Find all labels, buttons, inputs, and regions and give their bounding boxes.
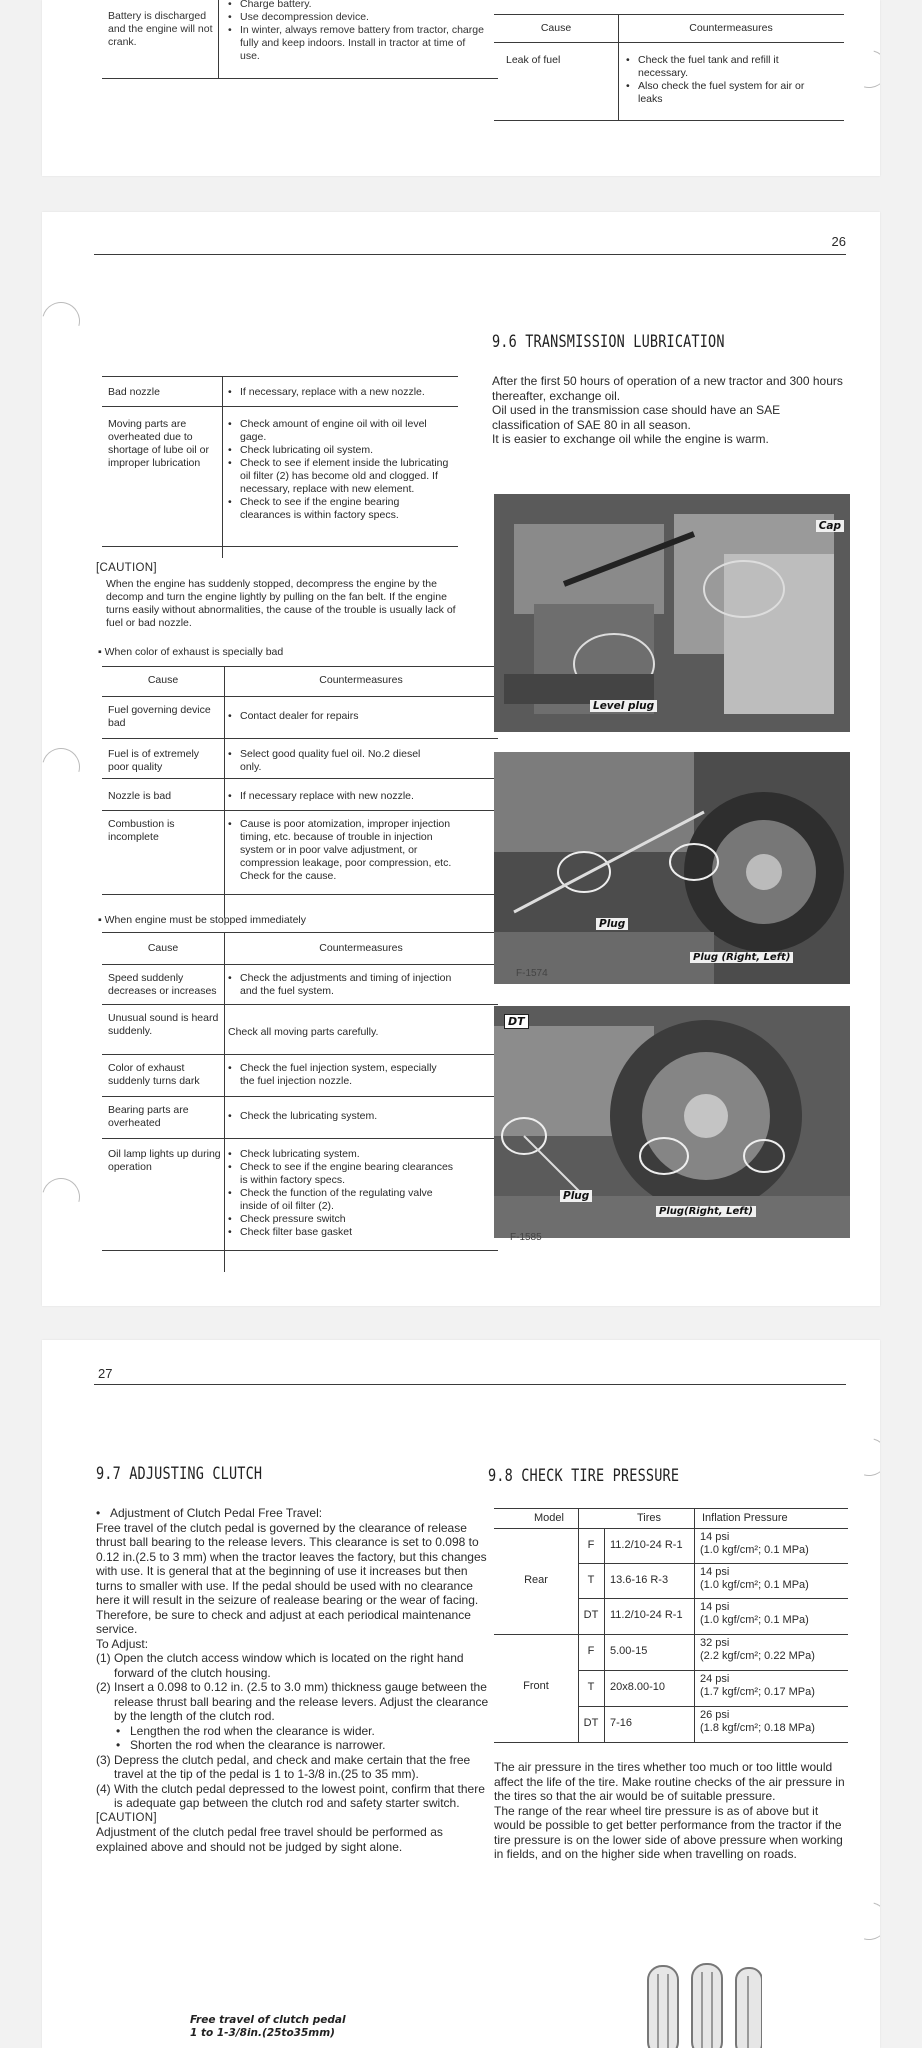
countermeasure-item: • Use decompression device. (228, 11, 488, 24)
pressure-psi: 14 psi (700, 1566, 730, 1578)
front-label: Front (523, 1680, 549, 1692)
column-header-cause: Cause (540, 22, 572, 34)
table-divider (224, 666, 225, 918)
table-rule (494, 1742, 848, 1743)
cause-cell: Combustion is incomplete (108, 818, 175, 843)
countermeasure-item: • Check the fuel tank and refill it necessary. (626, 54, 826, 80)
transmission-photo-middle (494, 752, 850, 984)
pressure-metric: (1.7 kgf/cm²; 0.17 MPa) (700, 1686, 815, 1698)
tire-size: 5.00-15 (610, 1645, 648, 1657)
countermeasure-list (228, 790, 488, 803)
model-header: Model (534, 1512, 564, 1524)
table-rule (102, 738, 498, 739)
table-rule (102, 696, 498, 697)
section-paragraph: Oil used in the transmission case should have an SAE classification of SAE 80 in all season. (492, 403, 781, 432)
cause-cell: Battery is discharged and the engine will not crank. (108, 10, 213, 48)
pressure-psi: 26 psi (700, 1709, 730, 1721)
table-rule (102, 778, 498, 779)
table-divider (224, 932, 225, 1272)
countermeasure-item: • Check to see if the engine bearing clearances is within factory specs. (228, 496, 452, 522)
table-rule (102, 964, 498, 965)
table-rule (102, 1096, 498, 1097)
level-plug-label: Level plug (590, 700, 657, 712)
countermeasure-list (228, 710, 488, 723)
column-header-countermeasures: Countermeasures (319, 674, 403, 686)
caution-title: [CAUTION] (96, 1811, 157, 1824)
pressure-metric: (1.8 kgf/cm²; 0.18 MPa) (700, 1722, 815, 1734)
tire-size: 11.2/10-24 R-1 (610, 1539, 683, 1551)
countermeasure-item: • Check pressure switch (228, 1213, 454, 1226)
tire-row (578, 1598, 848, 1633)
clutch-subtitle: Adjustment of Clutch Pedal Free Travel: (110, 1506, 323, 1520)
page-curl-mark (42, 1171, 87, 1223)
cause-cell: Nozzle is bad (108, 790, 172, 802)
tire-text (494, 1760, 850, 1862)
figure-code: F-1574 (516, 968, 548, 979)
tire-size: 7-16 (610, 1717, 633, 1729)
diagram-label-line: Free travel of clutch pedal (190, 2014, 346, 2026)
page-number: 26 (831, 234, 846, 249)
pressure-psi: 14 psi (700, 1531, 730, 1543)
page-curl-mark (843, 43, 880, 95)
countermeasure-list (228, 972, 454, 998)
tire-type: F (587, 1539, 595, 1551)
section-paragraph: It is easier to exchange oil while the engine is warm. (492, 432, 769, 446)
countermeasure-item: • Select good quality fuel oil. No.2 diesel only. (228, 748, 428, 774)
countermeasure-item: • Check the function of the regulating valve inside of oil filter (2). (228, 1187, 454, 1213)
cause-cell: Moving parts are overheated due to shortage of lube oil or improper lubrication (108, 418, 209, 469)
countermeasure-item: • Check filter base gasket (228, 1226, 454, 1239)
pressure-psi: 32 psi (700, 1637, 730, 1649)
tire-type: T (587, 1574, 595, 1586)
caution-text: Adjustment of the clutch pedal free travel should be performed as explained above and should not be judged by sight alone. (96, 1825, 443, 1854)
page-curl-mark (42, 741, 87, 793)
plug-label: Plug (560, 1190, 592, 1202)
countermeasure-item: • Check lubricating oil system. (228, 444, 452, 457)
countermeasure-list (626, 54, 826, 106)
tire-row (578, 1634, 848, 1670)
countermeasure-item: Check all moving parts carefully. (228, 1026, 379, 1038)
countermeasure-list (228, 1062, 454, 1088)
adjust-step: (3) Depress the clutch pedal, and check and make certain that the free travel at the tip of the pedal is 1 to 1-3/8 in.(25 to 35 mm). (96, 1752, 471, 1781)
plug-right-left-label: Plug(Right, Left) (656, 1206, 756, 1217)
table-rule (102, 810, 498, 811)
section-bullet-exhaust: ▪ When color of exhaust is specially bad (98, 646, 284, 658)
pressure-metric: (1.0 kgf/cm²; 0.1 MPa) (700, 1579, 809, 1591)
tire-paragraph: The range of the rear wheel tire pressure is as of above but it would be possible to get better performance from the tractor if the tire pressure is on the lower side of above pressure when working in fields, and on the higher side when travelling on roads. (494, 1803, 843, 1861)
pressure-metric: (1.0 kgf/cm²; 0.1 MPa) (700, 1544, 809, 1556)
countermeasure-list (228, 1110, 454, 1123)
cause-cell: Bearing parts are overheated (108, 1104, 189, 1129)
tire-row (578, 1706, 848, 1742)
page-curl-mark (42, 295, 87, 347)
table-rule (102, 932, 498, 933)
plug-right-left-label: Plug (Right, Left) (690, 952, 793, 963)
header-rule (94, 254, 846, 255)
cause-cell: Fuel governing device bad (108, 704, 211, 729)
countermeasure-item: • Check lubricating system. (228, 1148, 454, 1161)
table-rule (102, 1054, 498, 1055)
to-adjust-label: To Adjust: (96, 1636, 149, 1651)
tire-pressure-table (494, 1508, 848, 1742)
table-rule (494, 120, 844, 121)
cause-cell: Oil lamp lights up during operation (108, 1148, 221, 1173)
table-rule (102, 546, 458, 547)
column-header-cause: Cause (147, 674, 179, 686)
adjust-sub-step: • Shorten the rod when the clearance is narrower. (116, 1738, 386, 1752)
tire-size: 11.2/10-24 R-1 (610, 1609, 683, 1621)
column-header-countermeasures: Countermeasures (689, 22, 773, 34)
tire-size: 20x8.00-10 (610, 1681, 666, 1693)
section-title: 9.6 TRANSMISSION LUBRICATION (492, 332, 725, 351)
section-paragraph: After the first 50 hours of operation of a new tractor and 300 hours thereafter, exchange oil. (492, 374, 843, 403)
section-title: 9.8 CHECK TIRE PRESSURE (488, 1466, 680, 1485)
countermeasure-item: • Check the adjustments and timing of injection and the fuel system. (228, 972, 454, 998)
table-rule (102, 894, 498, 895)
adjust-step: (1) Open the clutch access window which is located on the right hand forward of the clutch housing. (96, 1651, 464, 1680)
cause-cell: Unusual sound is heard suddenly. (108, 1012, 219, 1037)
section-title: 9.7 ADJUSTING CLUTCH (96, 1464, 263, 1483)
table-rule (102, 666, 498, 667)
diagram-label-line: 1 to 1-3/8in.(25to35mm) (190, 2027, 335, 2039)
clutch-subtitle-row: • Adjustment of Clutch Pedal Free Travel: (96, 1506, 323, 1520)
tire-paragraph: The air pressure in the tires whether too much or too little would affect the life of the tire. Make routine checks of the air pressure in the tires so that the air would be of suitable pressure. (494, 1760, 845, 1803)
transmission-photo-top (494, 494, 850, 732)
clutch-section (96, 1506, 496, 1854)
page-curl-mark (843, 1895, 880, 1947)
pressure-header: Inflation Pressure (702, 1512, 788, 1524)
countermeasure-item: • If necessary replace with new nozzle. (228, 790, 488, 803)
countermeasure-list (228, 418, 452, 522)
tires-header: Tires (636, 1512, 662, 1524)
page-number: 27 (98, 1366, 113, 1381)
caution-text: When the engine has suddenly stopped, decompress the engine by the decomp and turn the engine lightly by pulling on the fan belt. If the engine turns easily without abnormalities, the cause of the trouble is usually lack of fuel or bad nozzle. (106, 578, 456, 629)
table-rule (102, 1250, 498, 1251)
header-rule (94, 1384, 846, 1385)
countermeasure-list (228, 1148, 454, 1239)
rear-label: Rear (524, 1574, 548, 1586)
tire-size: 13.6-16 R-3 (610, 1574, 669, 1586)
countermeasure-item: • Also check the fuel system for air or leaks (626, 80, 826, 106)
adjust-sub-step-text: Lengthen the rod when the clearance is wider. (130, 1723, 375, 1738)
manual-page-26 (42, 212, 880, 1306)
pressure-psi: 14 psi (700, 1601, 730, 1613)
table-rule (102, 376, 458, 377)
pressure-psi: 24 psi (700, 1673, 730, 1685)
caution-title: [CAUTION] (96, 562, 157, 574)
countermeasure-list (228, 0, 488, 63)
table-divider (218, 0, 219, 78)
countermeasure-list (228, 386, 452, 399)
transmission-photo-bottom (494, 1006, 850, 1238)
manual-page-27 (42, 1340, 880, 2048)
cause-cell: Color of exhaust suddenly turns dark (108, 1062, 200, 1087)
tire-type: T (587, 1681, 595, 1693)
countermeasure-item: • Cause is poor atomization, improper injection timing, etc. because of trouble in injection system or in poor valve adjustment, or compression leakage, poor compression, etc. Check for the cause. (228, 818, 464, 883)
column-header-cause: Cause (147, 942, 179, 954)
figure-code: F-1585 (510, 1232, 542, 1243)
table-rule (494, 14, 844, 15)
plug-label: Plug (596, 918, 628, 930)
tire-row (578, 1670, 848, 1706)
adjust-sub-step: • Lengthen the rod when the clearance is wider. (116, 1723, 375, 1738)
countermeasure-item: • Check the fuel injection system, especially the fuel injection nozzle. (228, 1062, 454, 1088)
countermeasure-item: • Check to see if the engine bearing clearances is within factory specs. (228, 1161, 454, 1187)
table-rule (102, 1138, 498, 1139)
table-rule (102, 406, 458, 407)
countermeasure-item: • Contact dealer for repairs (228, 710, 488, 723)
cause-cell: Speed suddenly decreases or increases (108, 972, 217, 997)
countermeasure-item: • Check amount of engine oil with oil level gage. (228, 418, 452, 444)
countermeasure-item: • If necessary, replace with a new nozzle. (228, 386, 452, 399)
column-header-countermeasures: Countermeasures (319, 942, 403, 954)
tire-row (578, 1563, 848, 1598)
table-rule (494, 42, 844, 43)
clutch-paragraph: Free travel of the clutch pedal is governed by the clearance of release thrust ball bearing to the release levers. This clearance is set to 0.098 to 0.12 in.(2.5 to 3 mm) when the tractor leaves the factory, but this changes with use. It is general that at the beginning of use it increases but then turns to smaller with use. If the pedal should be used with no clearance here it will result in the seizure of realease bearing or the wear of facing. Therefore, be sure to check and adjust at each periodical maintenance service. (96, 1520, 487, 1636)
table-rule (494, 1508, 848, 1509)
adjust-sub-step-text: Shorten the rod when the clearance is narrower. (130, 1738, 386, 1752)
tire-type: DT (583, 1609, 599, 1621)
cause-cell: Fuel is of extremely poor quality (108, 748, 200, 773)
stop-subtitle: When engine must be stopped immediately (104, 914, 307, 926)
cause-cell: Leak of fuel (506, 54, 561, 66)
table-rule (102, 78, 498, 79)
adjust-step: (4) With the clutch pedal depressed to the lowest point, confirm that there is adequate gap between the clutch rod and safety starter switch. (96, 1781, 485, 1810)
manual-page-previous (42, 0, 880, 176)
exhaust-subtitle: When color of exhaust is specially bad (104, 646, 284, 658)
countermeasure-item: • Charge battery. (228, 0, 488, 11)
tire-type: F (587, 1645, 595, 1657)
adjust-step: (2) Insert a 0.098 to 0.12 in. (2.5 to 3.0 mm) thickness gauge between the release thrust ball bearing and the release levers. Adjust the clearance by the length of the clutch rod. (96, 1680, 489, 1723)
countermeasure-list (228, 818, 464, 883)
tire-illustration (602, 1960, 762, 2048)
cap-label: Cap (816, 520, 844, 532)
page-curl-mark (843, 1431, 880, 1483)
cause-cell: Bad nozzle (108, 386, 160, 398)
countermeasure-list (228, 748, 428, 774)
table-rule (102, 1004, 498, 1005)
table-divider (222, 376, 223, 558)
pressure-metric: (1.0 kgf/cm²; 0.1 MPa) (700, 1614, 809, 1626)
dt-badge: DT (504, 1014, 529, 1029)
countermeasure-item: • Check the lubricating system. (228, 1110, 454, 1123)
tire-type: DT (583, 1717, 599, 1729)
countermeasure-item: • In winter, always remove battery from tractor, charge fully and keep indoors. Install in tractor at time of use. (228, 24, 488, 63)
countermeasure-item: • Check to see if element inside the lubricating oil filter (2) has become old and clogged. If necessary, replace with new element. (228, 457, 452, 496)
section-text (492, 374, 846, 447)
section-bullet-stop: ▪ When engine must be stopped immediately (98, 914, 307, 926)
clutch-diagram-label (190, 2014, 346, 2040)
pressure-metric: (2.2 kgf/cm²; 0.22 MPa) (700, 1650, 815, 1662)
tire-row (578, 1528, 848, 1563)
